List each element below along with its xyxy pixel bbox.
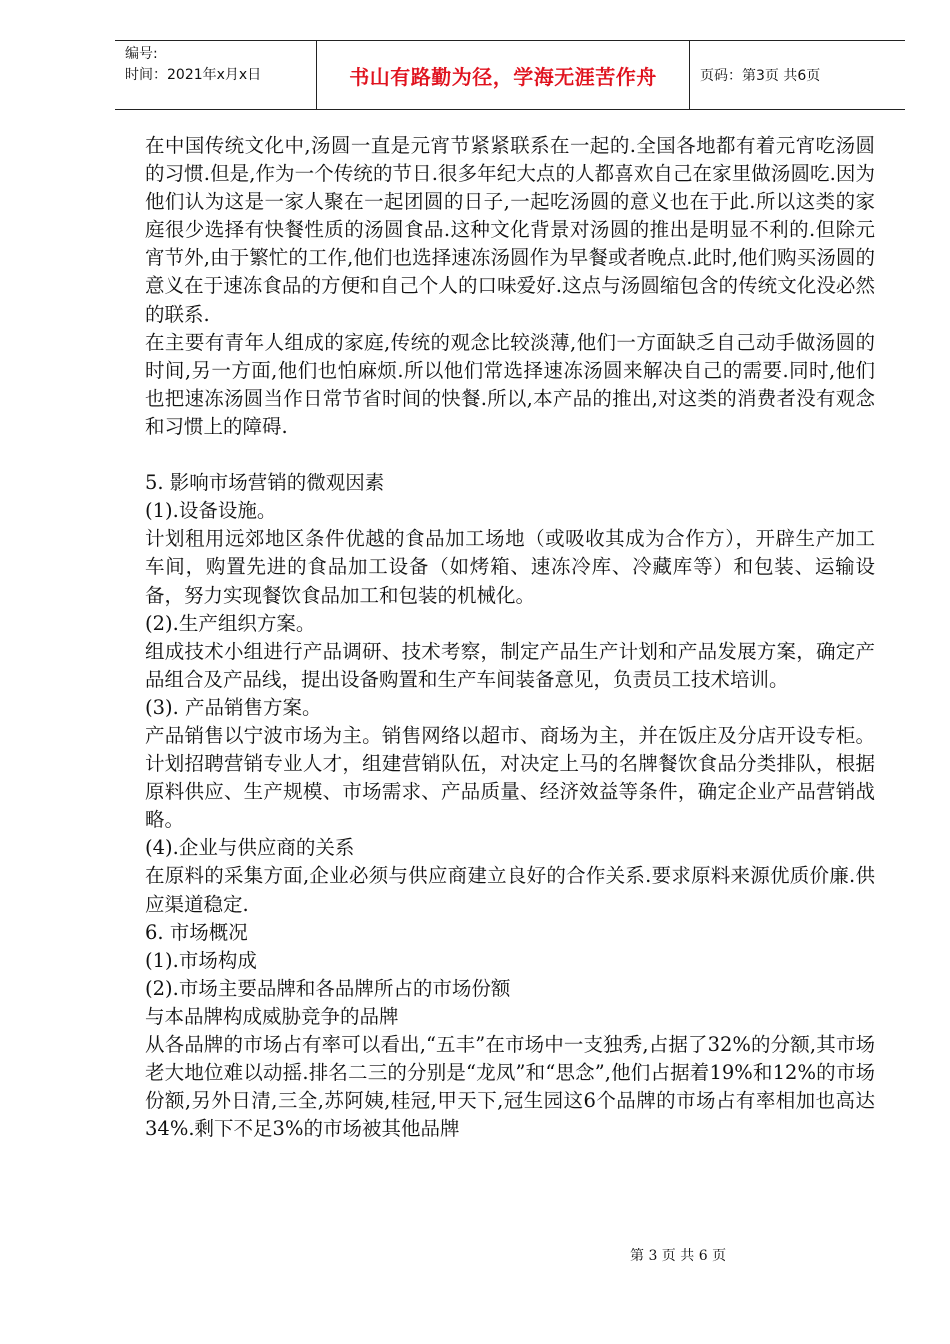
paragraph: 与本品牌构成威胁竞争的品牌: [145, 1004, 399, 1028]
header-page-info: 页码：第3页 共6页: [700, 68, 821, 84]
paragraph: 组成技术小组进行产品调研、技术考察，制定产品生产计划和产品发展方案，确定产品组合及产品线，提出设备购置和生产车间装备意见，负责员工技术培训。: [145, 639, 875, 691]
subsection-heading: (1).市场构成: [145, 948, 257, 972]
subsection-heading: (4).企业与供应商的关系: [145, 836, 355, 860]
header-motto: 书山有路勤为径，学海无涯苦作舟: [317, 41, 690, 109]
paragraph: 在原料的采集方面,企业必须与供应商建立良好的合作关系.要求原料来源优质价廉.供应渠道稳定.: [145, 864, 875, 916]
document-time-label: 时间：2021年x月x日: [125, 67, 262, 83]
document-number-label: 编号:: [125, 46, 158, 62]
header-meta: [115, 41, 317, 109]
paragraph: 在中国传统文化中,汤圆一直是元宵节紧紧联系在一起的.全国各地都有着元宵吃汤圆的习惯.但是,作为一个传统的节日.很多年纪大点的人都喜欢自己在家里做汤圆吃.因为他们认为这是一家人聚在一起团圆的日子,一起吃汤圆的意义也在于此.所以这类的家庭很少选择有快餐性质的汤圆食品.这种文化背景对汤圆的推出是明显不利的.但除元宵节外,由于繁忙的工作,他们也选择速冻汤圆作为早餐或者晚点.此时,他们购买汤圆的意义在于速冻食品的方便和自己个人的口味爱好.这点与汤圆缩包含的传统文化没必然的联系.: [145, 134, 875, 326]
paragraph: 产品销售以宁波市场为主。销售网络以超市、商场为主，并在饭庄及分店开设专柜。计划招聘营销专业人才，组建营销队伍，对决定上马的名牌餐饮食品分类排队，根据原料供应、生产规模、市场需求、产品质量、经济效益等条件，确定企业产品营销战略。: [145, 723, 875, 832]
paragraph: 在主要有青年人组成的家庭,传统的观念比较淡薄,他们一方面缺乏自己动手做汤圆的时间,另一方面,他们也怕麻烦.所以他们常选择速冻汤圆来解决自己的需要.同时,他们也把速冻汤圆当作日常节省时间的快餐.所以,本产品的推出,对这类的消费者没有观念和习惯上的障碍.: [145, 330, 875, 438]
page-footer: 第 3 页 共 6 页: [630, 1248, 727, 1264]
page-header: [115, 40, 905, 110]
paragraph: 从各品牌的市场占有率可以看出,“五丰”在市场中一支独秀,占据了32%的分额,其市场老大地位难以动摇.排名二三的分别是“龙凤”和“思念”,他们占据着19%和12%的市场份额,另外日清,三全,苏阿姨,桂冠,甲天下,冠生园这6个品牌的市场占有率相加也高达34%.剩下不足3%的市场被其他品牌: [145, 1033, 875, 1141]
blank-line: [145, 441, 875, 469]
subsection-heading: (2).生产组织方案。: [145, 611, 316, 635]
section-heading: 5. 影响市场营销的微观因素: [145, 471, 385, 495]
subsection-heading: (2).市场主要品牌和各品牌所占的市场份额: [145, 976, 511, 1000]
paragraph: 计划租用远郊地区条件优越的食品加工场地（或吸收其成为合作方），开辟生产加工车间，购置先进的食品加工设备（如烤箱、速冻冷库、冷藏库等）和包装、运输设备，努力实现餐饮食品加工和包装的机械化。: [145, 527, 875, 607]
subsection-heading: (1).设备设施。: [145, 499, 277, 523]
subsection-heading: (3). 产品销售方案。: [145, 695, 322, 719]
document-body: [145, 132, 875, 1143]
section-heading: 6. 市场概况: [145, 920, 248, 944]
